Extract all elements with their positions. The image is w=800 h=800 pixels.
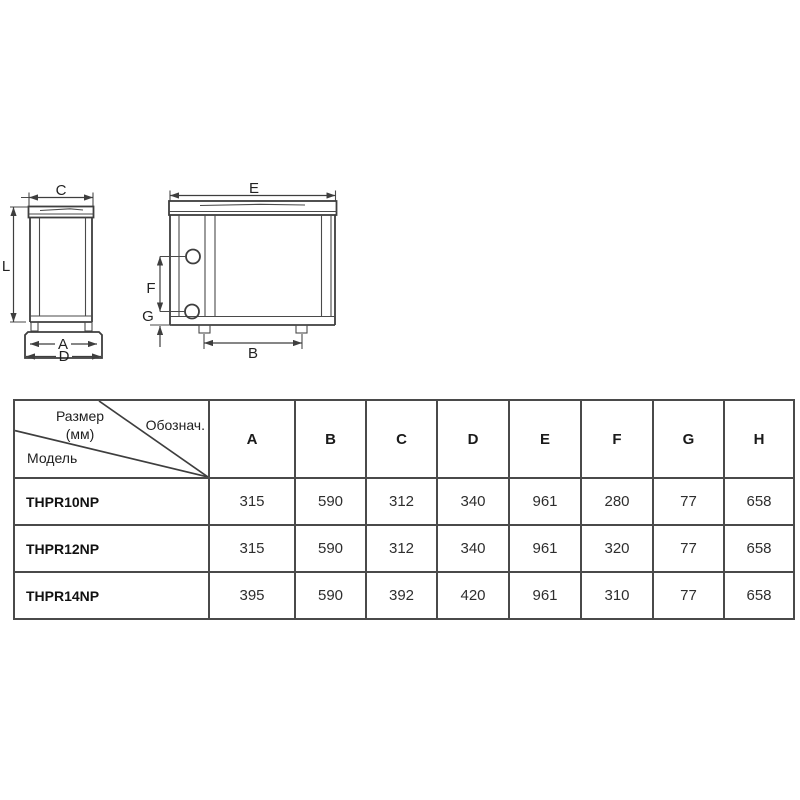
dim-value: 77 bbox=[653, 525, 724, 572]
dim-value: 590 bbox=[295, 478, 366, 525]
column-header-a: A bbox=[209, 400, 295, 478]
model-name: THPR12NP bbox=[14, 525, 209, 572]
column-header-c: C bbox=[366, 400, 437, 478]
column-header-e: E bbox=[509, 400, 581, 478]
dim-label-a: A bbox=[57, 336, 69, 353]
dim-value: 658 bbox=[724, 572, 794, 619]
table-row bbox=[14, 478, 794, 525]
dim-value: 961 bbox=[509, 572, 581, 619]
dimensions-table bbox=[13, 399, 795, 620]
table-row bbox=[14, 525, 794, 572]
dim-value: 340 bbox=[437, 478, 509, 525]
column-header-d: D bbox=[437, 400, 509, 478]
dim-label-e: E bbox=[248, 180, 260, 197]
corner-designation-label: Обознач. bbox=[145, 417, 205, 433]
upper-port-circle bbox=[186, 250, 200, 264]
table-corner-cell bbox=[14, 400, 209, 478]
dim-value: 320 bbox=[581, 525, 653, 572]
table-header-row bbox=[14, 400, 794, 478]
corner-size-label: Размер bbox=[55, 408, 105, 424]
dim-value: 961 bbox=[509, 525, 581, 572]
dim-value: 315 bbox=[209, 478, 295, 525]
dim-value: 312 bbox=[366, 478, 437, 525]
dim-value: 658 bbox=[724, 525, 794, 572]
model-name: THPR10NP bbox=[14, 478, 209, 525]
front-view bbox=[142, 180, 336, 362]
dim-value: 590 bbox=[295, 525, 366, 572]
dim-value: 340 bbox=[437, 525, 509, 572]
dim-value: 310 bbox=[581, 572, 653, 619]
dim-value: 280 bbox=[581, 478, 653, 525]
dim-value: 658 bbox=[724, 478, 794, 525]
dim-value: 392 bbox=[366, 572, 437, 619]
dim-value: 395 bbox=[209, 572, 295, 619]
dim-value: 315 bbox=[209, 525, 295, 572]
column-header-f: F bbox=[581, 400, 653, 478]
table-row bbox=[14, 572, 794, 619]
dim-label-d: D bbox=[58, 348, 70, 365]
column-header-b: B bbox=[295, 400, 366, 478]
dim-value: 961 bbox=[509, 478, 581, 525]
corner-model-label: Модель bbox=[27, 450, 78, 466]
column-header-g: G bbox=[653, 400, 724, 478]
corner-unit-label: (мм) bbox=[65, 426, 95, 442]
column-header-h: H bbox=[724, 400, 794, 478]
dim-value: 77 bbox=[653, 478, 724, 525]
dim-label-l: L bbox=[1, 258, 11, 275]
dim-label-f: F bbox=[146, 280, 156, 297]
dim-value: 77 bbox=[653, 572, 724, 619]
dim-label-b: B bbox=[247, 345, 259, 362]
dim-value: 420 bbox=[437, 572, 509, 619]
dim-value: 590 bbox=[295, 572, 366, 619]
side-view bbox=[2, 182, 102, 365]
dim-label-g: G bbox=[142, 308, 154, 325]
dim-label-c: C bbox=[55, 182, 67, 199]
model-name: THPR14NP bbox=[14, 572, 209, 619]
dim-value: 312 bbox=[366, 525, 437, 572]
